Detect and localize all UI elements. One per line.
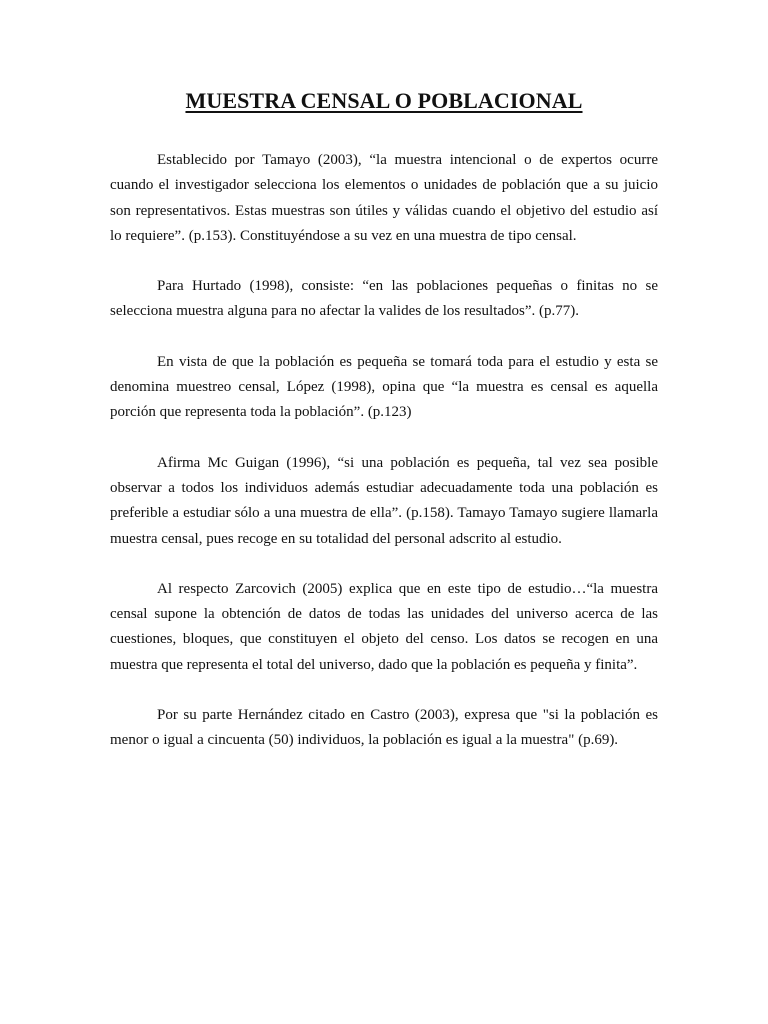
paragraph-mc-guigan: Afirma Mc Guigan (1996), “si una población es pequeña, tal vez sea posible observar a todos los individuos además estudiar adecuadamente toda una población es preferible a estudiar sólo a una muestra de ella”. (p.158). Tamayo Tamayo sugiere llamarla muestra censal, pues recoge en su totalidad del personal adscrito al estudio. [110, 454, 658, 547]
document-body [110, 148, 658, 779]
paragraph-zarcovich: Al respecto Zarcovich (2005) explica que en este tipo de estudio…“la muestra censal supone la obtención de datos de todas las unidades del universo acerca de las cuestiones, bloques, que constituyen el objeto del censo. Los datos se recogen en una muestra que representa el total del universo, dado que la población es pequeña y finita”. [110, 580, 658, 673]
paragraph-lopez: En vista de que la población es pequeña se tomará toda para el estudio y esta se denomina muestreo censal, López (1998), opina que “la muestra es censal es aquella porción que representa toda la población”. (p.123) [110, 353, 658, 421]
document-title: MUESTRA CENSAL O POBLACIONAL [185, 88, 583, 113]
paragraph-hernandez: Por su parte Hernández citado en Castro (2003), expresa que "si la población es menor o igual a cincuenta (50) individuos, la población es igual a la muestra" (p.69). [110, 707, 658, 749]
paragraph-tamayo: Establecido por Tamayo (2003), “la muestra intencional o de expertos ocurre cuando el investigador selecciona los elementos o unidades de población que a su juicio son representativos. Estas muestras son útiles y válidas cuando el objetivo del estudio así lo requiere”. (p.153). Constituyéndose a su vez en una muestra de tipo censal. [110, 152, 658, 244]
paragraph-hurtado: Para Hurtado (1998), consiste: “en las poblaciones pequeñas o finitas no se selecciona muestra alguna para no afectar la valides de los resultados”. (p.77). [110, 278, 658, 320]
